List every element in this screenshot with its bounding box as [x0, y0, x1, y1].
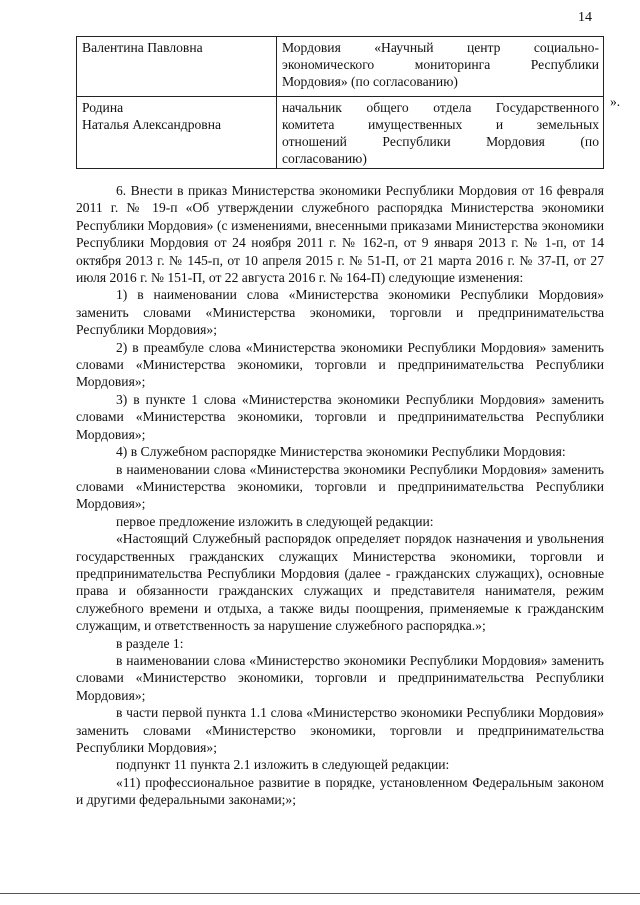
- member-name: Валентина Павловна: [82, 40, 203, 55]
- page-number: 14: [578, 10, 592, 25]
- paragraph: в наименовании слова «Министерство экономики Республики Мордовия» заменить словами «Министерство экономики, торговли и предпринимательства Республики Мордовия»;: [76, 652, 604, 703]
- paragraph: в наименовании слова «Министерства экономики Республики Мордовия» заменить словами «Министерства экономики, торговли и предпринимательства Республики Мордовия»;: [76, 461, 604, 512]
- paragraph-subitem-1: 1) в наименовании слова «Министерства экономики Республики Мордовия» заменить словами «Министерства экономики, торговли и предпринимательства Республики Мордовия»;: [76, 287, 604, 338]
- paragraph: в разделе 1:: [116, 635, 184, 651]
- table-row: [77, 97, 604, 169]
- paragraph-subitem-4: 4) в Служебном распорядке Министерства экономики Республики Мордовия:: [116, 444, 566, 460]
- member-surname: Родина: [82, 100, 124, 115]
- member-position-cell: [277, 37, 604, 97]
- paragraph: в части первой пункта 1.1 слова «Министерство экономики Республики Мордовия» заменить словами «Министерство экономики, торговли и предпринимательства Республики Мордовия»;: [76, 705, 604, 755]
- paragraph: первое предложение изложить в следующей редакции:: [116, 513, 434, 529]
- table-closing-quote: ».: [610, 94, 621, 109]
- paragraph-item-6: 6. Внести в приказ Министерства экономики Республики Мордовия от 16 февраля 2011 г. № 19-п «Об утверждении служебного распорядка Министерства экономики Республики Мордовия» (с изменениями, внесенными приказами Министерства экономики Республики Мордовия от 24 ноября 2011 г. № 162-п, от 9 января 2013 г. № 1-п, от 14 октября 2013 г. № 145-п, от 10 апреля 2015 г. № 51-П, от 21 марта 2016 г. № 37-П, от 27 июля 2016 г. № 151-П, от 22 августа 2016 г. № 164-П) следующие изменения:: [76, 183, 604, 286]
- paragraph-quoted-text: «11) профессиональное развитие в порядке, установленном Федеральным законом и другими федеральными законами;»;: [76, 774, 604, 808]
- member-position-line: Мордовия» (по согласованию): [282, 74, 458, 89]
- member-position-line: комитета имущественных и земельных: [282, 117, 599, 132]
- commission-members-table: [76, 36, 604, 169]
- paragraph-subitem-2: 2) в преамбуле слова «Министерства экономики Республики Мордовия» заменить словами «Министерства экономики, торговли и предпринимательства Республики Мордовия»;: [76, 339, 604, 390]
- member-position-line: согласованию): [282, 151, 367, 166]
- member-position-line: Мордовия «Научный центр социально-: [282, 40, 599, 55]
- member-name-cell: [77, 37, 277, 97]
- member-name: Наталья Александровна: [82, 117, 222, 132]
- member-position-line: отношений Республики Мордовия (по: [282, 134, 599, 149]
- member-name-cell: [77, 97, 277, 169]
- page-bottom-divider: [0, 893, 640, 894]
- member-position-cell: [277, 97, 604, 169]
- member-position-line: экономического мониторинга Республики: [282, 57, 599, 72]
- paragraph-quoted-text: «Настоящий Служебный распорядок определяет порядок назначения и увольнения государственных гражданских служащих Министерства экономики, торговли и предпринимательства Республики Мордовия (далее - гражданских служащих), основные права и обязанности гражданских служащих и представителя нанимателя, режим служебного времени и отдыха, а также виды поощрения, применяемые к гражданским служащим, и ответственность за нарушение служебного распорядка.»;: [76, 531, 604, 634]
- paragraph-subitem-3: 3) в пункте 1 слова «Министерства экономики Республики Мордовия» заменить словами «Министерства экономики, торговли и предпринимательства Республики Мордовия»;: [76, 391, 604, 442]
- paragraph: подпункт 11 пункта 2.1 изложить в следующей редакции:: [116, 757, 450, 773]
- member-position-line: начальник общего отдела Государственного: [282, 100, 599, 115]
- document-body: [76, 182, 604, 809]
- table-row: [77, 37, 604, 97]
